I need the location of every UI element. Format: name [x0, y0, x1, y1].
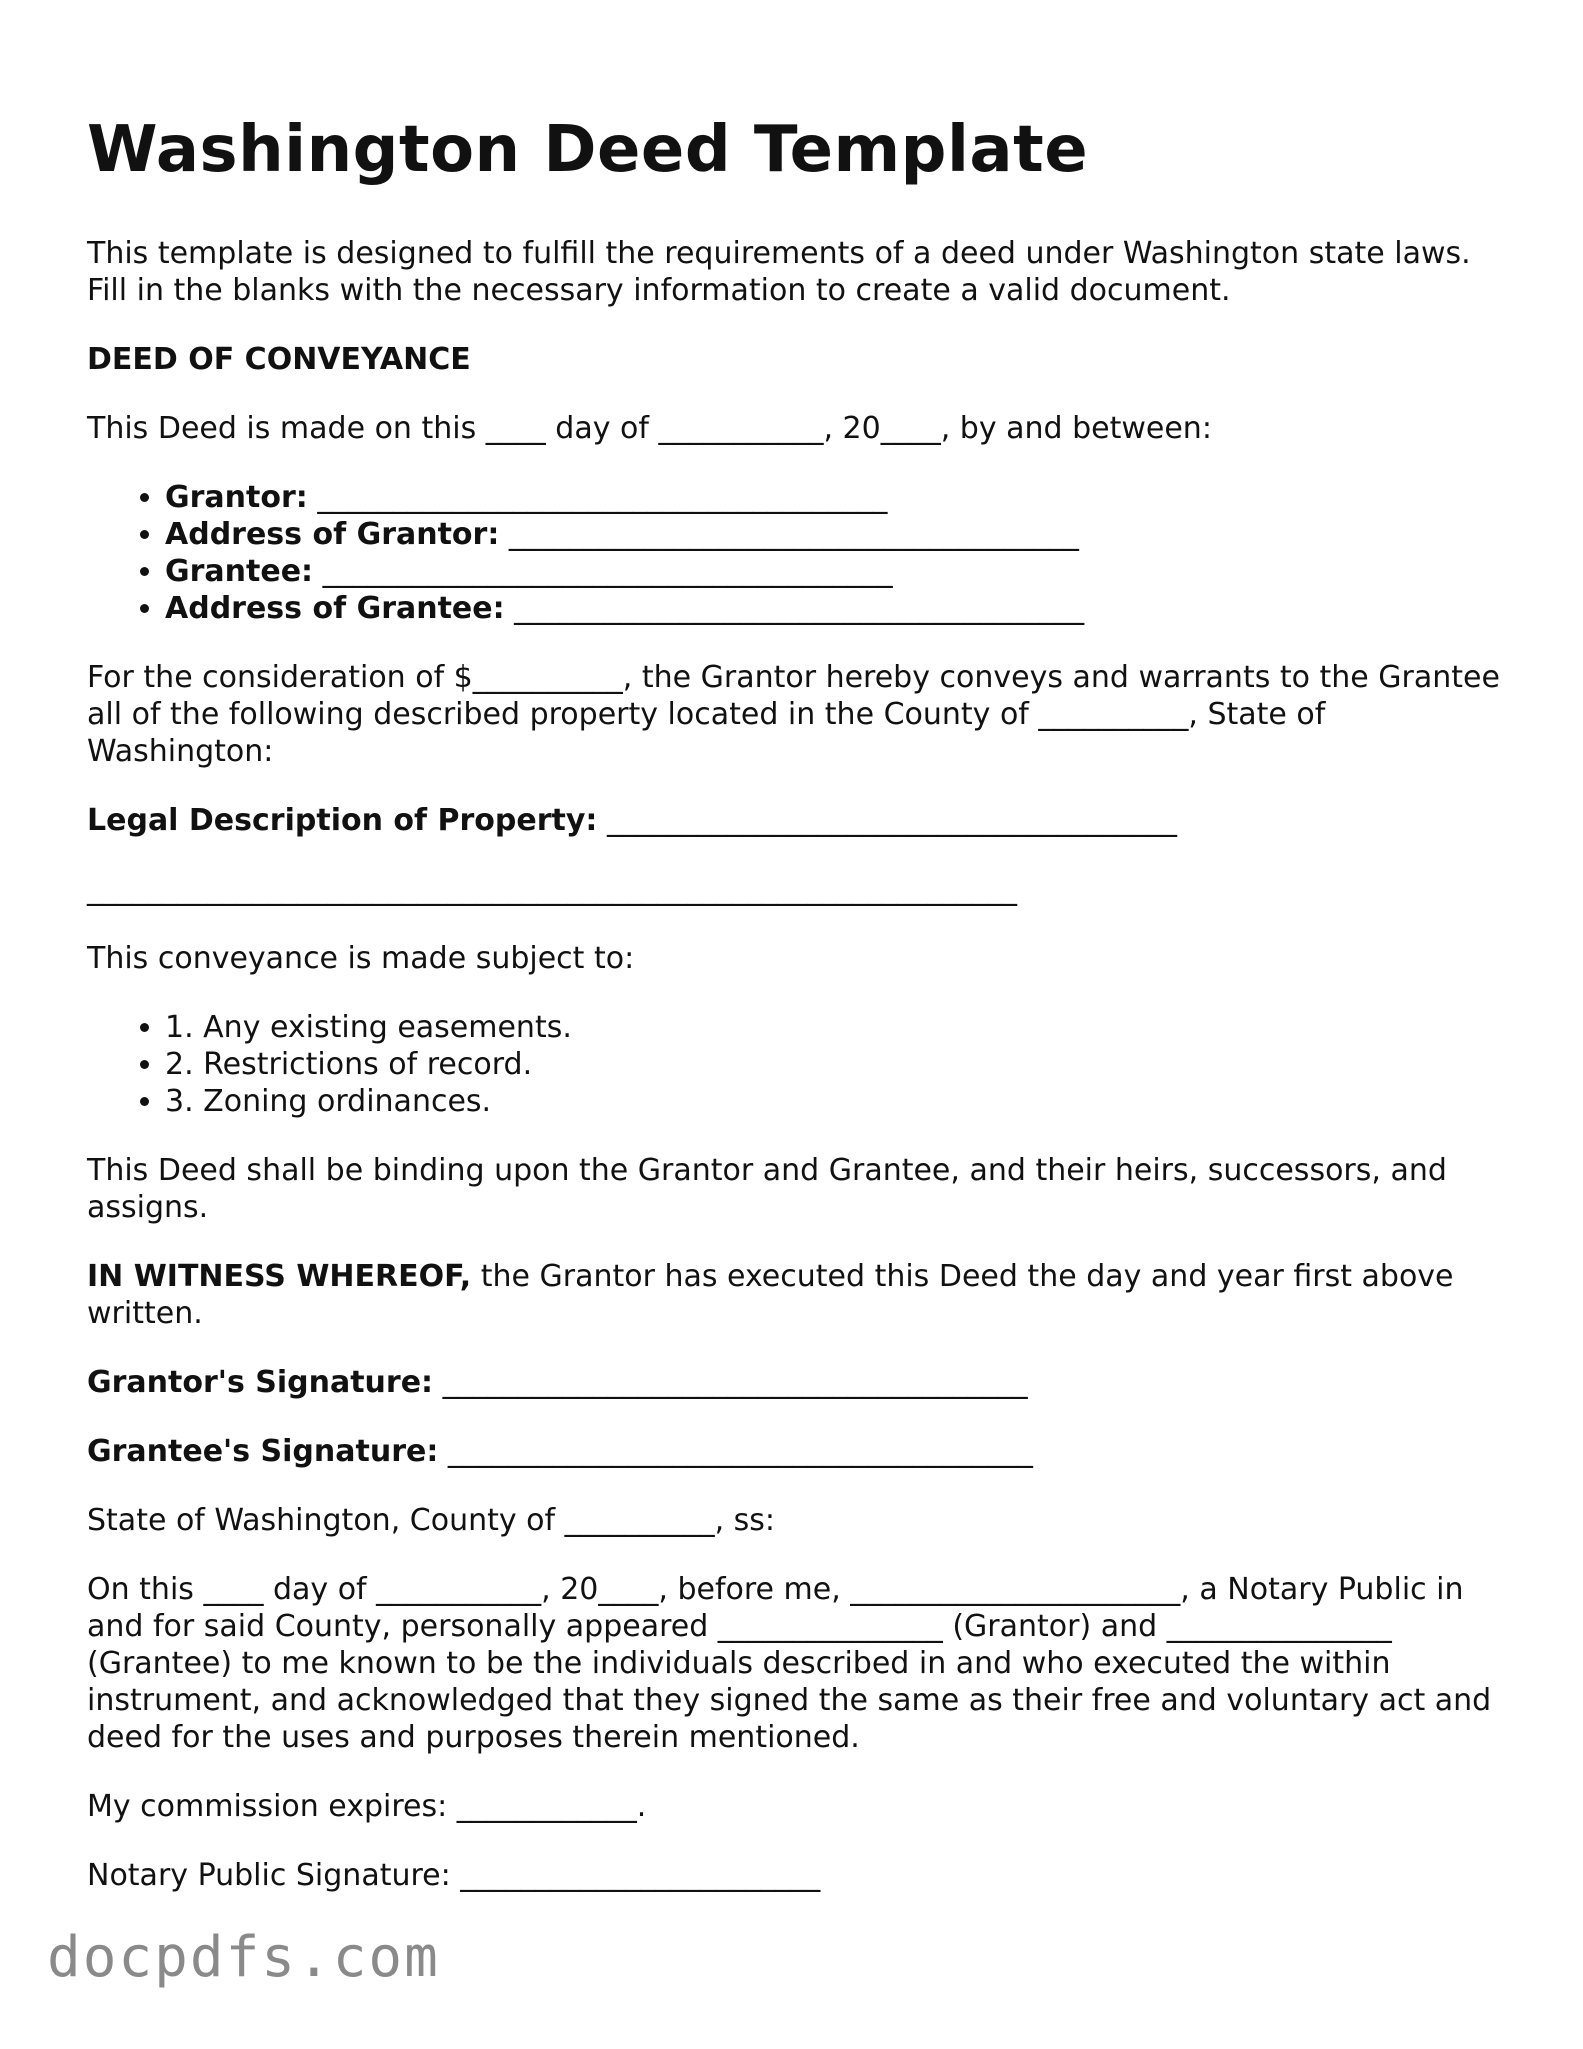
parties-list — [87, 479, 1507, 627]
notary-signature-line: Notary Public Signature: ________________________ — [87, 1858, 821, 1893]
list-item — [165, 479, 1507, 516]
made-on-paragraph: This Deed is made on this ____ day of ___________, 20____, by and between: — [87, 411, 1212, 446]
party-label: Grantor: — [165, 480, 308, 515]
witness-paragraph — [87, 1258, 1507, 1332]
consideration-paragraph: For the consideration of $__________, the Grantor hereby conveys and warrants to the Grantee all of the following described property located in the County of __________, State of Washington: — [87, 660, 1500, 769]
grantor-signature-blank: _______________________________________ — [442, 1365, 1028, 1400]
legal-description-label: Legal Description of Property: — [87, 803, 598, 838]
commission-line: My commission expires: ____________. — [87, 1789, 647, 1824]
binding-paragraph: This Deed shall be binding upon the Grantor and Grantee, and their heirs, successors, and assigns. — [87, 1153, 1447, 1225]
legal-description-extra-line: ______________________________________________________________ — [87, 872, 1017, 907]
watermark-logo: docpdfs.com — [47, 1925, 440, 1990]
list-item — [165, 590, 1507, 627]
party-blank: ______________________________________ — [514, 591, 1085, 626]
intro-paragraph: This template is designed to fulfill the requirements of a deed under Washington state laws. Fill in the blanks with the necessary information to create a valid document. — [87, 236, 1471, 308]
grantee-signature-blank: _______________________________________ — [447, 1434, 1033, 1469]
section-heading: DEED OF CONVEYANCE — [87, 342, 471, 377]
grantor-signature-line — [87, 1364, 1507, 1401]
conditions-list — [87, 1009, 1507, 1120]
state-county-line: State of Washington, County of __________, ss: — [87, 1503, 776, 1538]
legal-description-blank: ______________________________________ — [606, 803, 1177, 838]
party-blank: ______________________________________ — [508, 517, 1079, 552]
party-label: Grantee: — [165, 554, 314, 589]
legal-description — [87, 802, 1507, 839]
list-item: • 1. Any existing easements. — [165, 1009, 1507, 1046]
document-page — [87, 105, 1507, 1926]
grantee-signature-line — [87, 1433, 1507, 1470]
grantor-signature-label: Grantor's Signature: — [87, 1365, 434, 1400]
page-title: Washington Deed Template — [87, 113, 1089, 187]
subject-to-paragraph: This conveyance is made subject to: — [87, 941, 635, 976]
party-blank: ______________________________________ — [322, 554, 893, 589]
list-item — [165, 516, 1507, 553]
notary-paragraph: On this ____ day of ___________, 20____, before me, ______________________, a Notary Public in and for said County, personally appeared _______________ (Grantor) and _______________ (Grantee) to me known to be the individuals described in and who executed the within instrument, and acknowledged that they signed the same as their free and voluntary act and deed for the uses and purposes therein mentioned. — [87, 1572, 1492, 1755]
party-blank: ______________________________________ — [317, 480, 888, 515]
grantee-signature-label: Grantee's Signature: — [87, 1434, 439, 1469]
list-item: • 3. Zoning ordinances. — [165, 1083, 1507, 1120]
list-item: • 2. Restrictions of record. — [165, 1046, 1507, 1083]
party-label: Address of Grantor: — [165, 517, 500, 552]
list-item — [165, 553, 1507, 590]
witness-bold: IN WITNESS WHEREOF, — [87, 1259, 472, 1294]
witness-rest: the Grantor has executed this Deed the day and year first above written. — [87, 1259, 1454, 1331]
party-label: Address of Grantee: — [165, 591, 505, 626]
